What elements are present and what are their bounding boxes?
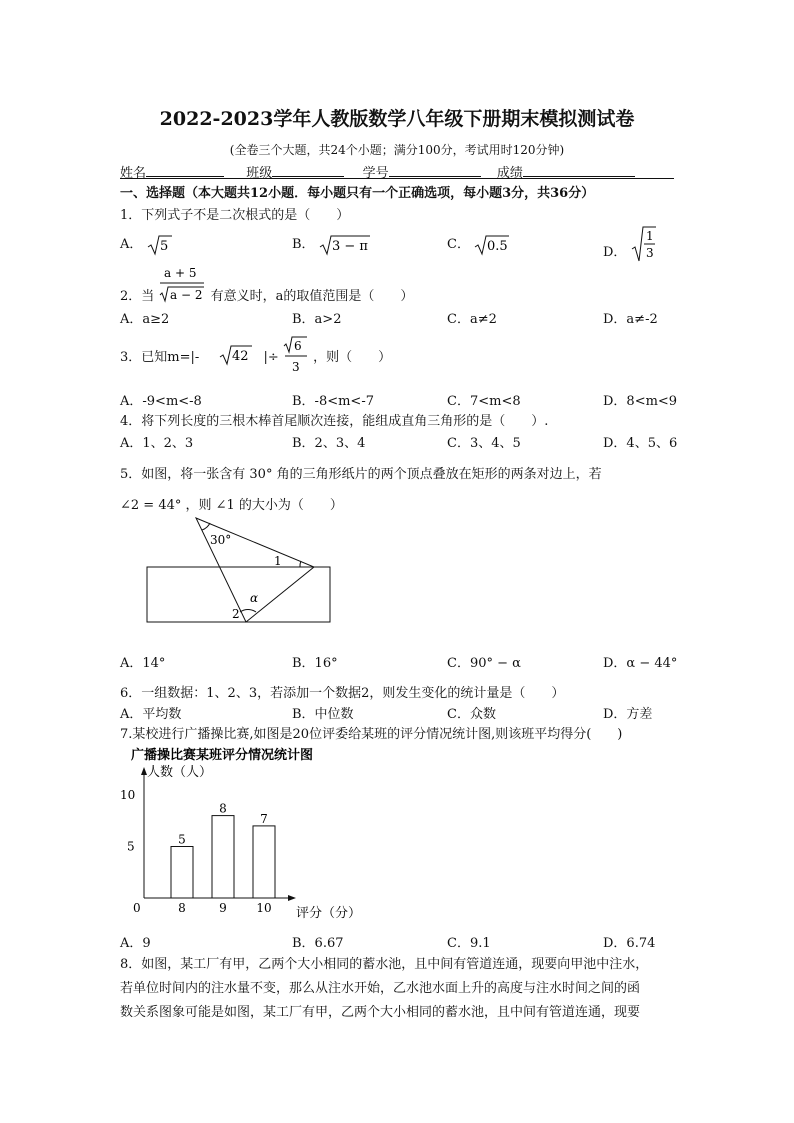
q7-stem: 7.某校进行广播操比赛,如图是20位评委给某班的评分情况统计图,则该班平均得分( ) <box>120 727 623 742</box>
q2-stem <box>120 264 413 304</box>
q1-d-den: 3 <box>645 246 654 260</box>
q8-line1: 8．如图，某工厂有甲，乙两个大小相同的蓄水池，且中间有管道连通，现要向甲池中注水， <box>120 957 649 972</box>
angle1-arc <box>300 561 301 567</box>
q4-option-d[interactable]: D．4、5、6 <box>603 436 678 451</box>
q1-c-radicand: 0.5 <box>487 238 508 254</box>
q4-option-a[interactable]: A．1、2、3 <box>120 436 194 451</box>
q3-prefix: 3．已知m=|- <box>120 349 200 365</box>
q2-option-c[interactable]: C．a≠2 <box>447 312 497 327</box>
class-label: 班级 <box>246 166 273 181</box>
q6-option-d[interactable]: D．方差 <box>603 707 653 722</box>
q7-option-d[interactable]: D．6.74 <box>603 936 656 951</box>
alpha-arc <box>240 609 256 612</box>
chart-xlabel: 评分（分） <box>296 906 362 921</box>
sqrt-sign <box>474 234 510 256</box>
id-label: 学号 <box>362 166 389 181</box>
q2-fraction <box>158 264 206 304</box>
q6-option-b[interactable]: B．中位数 <box>292 707 354 722</box>
id-blank[interactable] <box>389 164 481 177</box>
q1-d-radical <box>631 225 657 263</box>
bar-10 <box>253 826 275 898</box>
chart-origin: 0 <box>133 901 141 915</box>
q4-option-b[interactable]: B．2、3、4 <box>292 436 366 451</box>
bar-8 <box>171 847 193 899</box>
q7-option-a[interactable]: A．9 <box>120 936 151 951</box>
q1-b-radicand: 3 − π <box>331 238 368 254</box>
sqrt-sign <box>631 225 657 263</box>
bars-group <box>171 802 275 915</box>
q3-option-b[interactable]: B．-8<m<-7 <box>292 394 374 409</box>
q2-num: a + 5 <box>164 266 197 280</box>
name-blank[interactable] <box>146 164 224 177</box>
q8-line3: 数关系图象可能是如图，某工厂有甲，乙两个大小相同的蓄水池，且中间有管道连通，现要 <box>120 1005 641 1020</box>
q1-option-a[interactable] <box>120 233 173 256</box>
q5-option-c[interactable]: C．90° − α <box>447 656 521 671</box>
q3-radicand: 42 <box>232 349 249 364</box>
class-blank[interactable] <box>272 164 344 177</box>
q7-option-c[interactable]: C．9.1 <box>447 936 491 951</box>
q1-b-letter: B． <box>292 237 315 252</box>
q3-stem <box>120 335 391 375</box>
q5-option-b[interactable]: B．16° <box>292 656 338 671</box>
sqrt-sign <box>147 234 173 256</box>
q3-frac-den: 3 <box>291 360 300 374</box>
q3-suffix: ，则（ ） <box>313 349 392 365</box>
sqrt-sign <box>219 344 253 366</box>
label-1: 1 <box>274 554 282 568</box>
q2-den: a − 2 <box>170 288 203 302</box>
bar-value-label: 7 <box>260 811 268 826</box>
q5-figure <box>140 512 340 630</box>
q1-a-radicand: 5 <box>159 238 168 254</box>
q4-stem: 4．将下列长度的三根木棒首尾顺次连接，能组成直角三角形的是（ ）. <box>120 414 549 429</box>
q5-option-a[interactable]: A．14° <box>120 656 166 671</box>
y-tick-label: 10 <box>120 788 136 802</box>
y-tick-label: 5 <box>127 839 135 854</box>
q4-option-c[interactable]: C．3、4、5 <box>447 436 521 451</box>
q3-option-d[interactable]: D．8<m<9 <box>603 394 678 409</box>
x-tick-label: 10 <box>256 901 272 915</box>
bar-9 <box>212 816 234 898</box>
angle30-arc <box>202 523 210 530</box>
q3-frac-num: 6 <box>293 339 302 353</box>
q7-bar-chart <box>118 745 362 923</box>
q3-mid: |÷ <box>263 349 279 365</box>
header-divider <box>120 178 674 179</box>
fraction <box>158 264 206 304</box>
chart-title: 广播操比赛某班评分情况统计图 <box>131 748 314 763</box>
q1-d-num: 1 <box>645 229 654 243</box>
x-tick-label: 9 <box>219 901 227 915</box>
q3-option-a[interactable]: A．-9<m<-8 <box>120 394 202 409</box>
q1-a-letter: A． <box>120 237 143 252</box>
q1-option-c[interactable] <box>447 233 510 256</box>
label-30deg: 30° <box>210 533 232 547</box>
q6-option-c[interactable]: C．众数 <box>447 707 496 722</box>
q3-radical <box>219 344 253 366</box>
q1-b-radical <box>319 234 371 256</box>
q2-option-b[interactable]: B．a>2 <box>292 312 342 327</box>
q3-option-c[interactable]: C．7<m<8 <box>447 394 521 409</box>
score-blank[interactable] <box>523 164 635 177</box>
q1-c-radical <box>474 234 510 256</box>
q2-suffix: 有意义时，a的取值范围是（ ） <box>210 288 414 304</box>
fraction <box>283 335 309 375</box>
q2-prefix: 2．当 <box>120 288 155 304</box>
q1-option-b[interactable] <box>292 233 371 256</box>
q5-option-d[interactable]: D．α − 44° <box>603 656 678 671</box>
label-2: 2 <box>232 607 240 621</box>
q2-option-d[interactable]: D．a≠-2 <box>603 312 658 327</box>
exam-title: 2022-2023学年人教版数学八年级下册期末模拟测试卷 <box>159 108 635 130</box>
q1-d-letter: D． <box>603 244 627 260</box>
section1-heading: 一、选择题（本大题共12小题．每小题只有一个正确选项，每小题3分，共36分） <box>120 186 595 201</box>
q6-stem: 6．一组数据：1、2、3，若添加一个数据2，则发生变化的统计量是（ ） <box>120 686 565 701</box>
sqrt-sign <box>319 234 371 256</box>
q1-option-d[interactable] <box>603 225 657 263</box>
x-axis-arrow <box>288 895 296 901</box>
q7-option-b[interactable]: B．6.67 <box>292 936 344 951</box>
q1-a-radical <box>147 234 173 256</box>
q5-line1: 5．如图，将一张含有 30° 角的三角形纸片的两个顶点叠放在矩形的两条对边上，若 <box>120 467 602 482</box>
q8-line2: 若单位时间内的注水量不变，那么从注水开始，乙水池水面上升的高度与注水时间之间的函 <box>120 981 641 996</box>
score-label: 成绩 <box>496 166 523 181</box>
name-label: 姓名 <box>120 166 147 181</box>
q1-c-letter: C． <box>447 237 470 252</box>
bar-value-label: 8 <box>219 801 227 816</box>
q5-line2: ∠2 = 44° ，则 ∠1 的大小为（ ） <box>120 498 343 513</box>
exam-subtitle: (全卷三个大题，共24个小题；满分100分，考试用时120分钟) <box>229 143 565 157</box>
q6-option-a[interactable]: A．平均数 <box>120 707 182 722</box>
q1-stem: 1．下列式子不是二次根式的是（ ） <box>120 208 350 223</box>
label-alpha: α <box>250 591 259 605</box>
q2-option-a[interactable]: A．a≥2 <box>120 312 170 327</box>
q3-fraction <box>283 335 309 375</box>
chart-ylabel: 人数（人） <box>147 765 213 780</box>
bar-value-label: 5 <box>178 832 186 847</box>
x-tick-label: 8 <box>178 901 186 915</box>
